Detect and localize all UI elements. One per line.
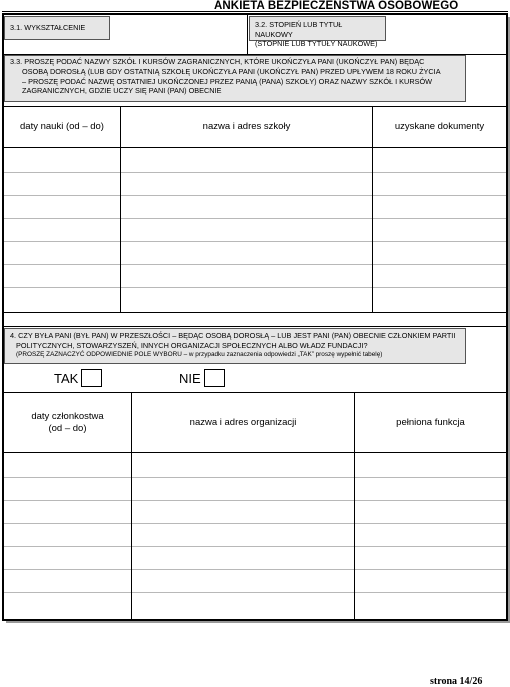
no-label: NIE: [179, 371, 201, 386]
membership-header-bottom: [2, 452, 508, 453]
table-row: [4, 592, 506, 593]
schools-header-bottom: [2, 147, 508, 148]
schools-col-name-header: nazwa i adres szkoły: [202, 121, 291, 132]
title-underline: [2, 11, 508, 12]
schools-col-divider-2: [372, 106, 373, 313]
schools-col-documents-header: uzyskane dokumenty: [394, 121, 485, 132]
yes-checkbox[interactable]: [81, 369, 102, 387]
membership-col-organization-header: nazwa i adres organizacji: [189, 416, 297, 428]
frame-shadow-bottom: [6, 621, 510, 623]
form-title: ANKIETA BEZPIECZEŃSTWA OSOBOWEGO: [214, 0, 459, 12]
section-3-3-line1: 3.3. PROSZĘ PODAĆ NAZWY SZKÓŁ I KURSÓW ZAGRANICZNYCH, KTÓRE UKOŃCZYŁA PANI (UKOŃCZYŁ PAN) BĘDĄC: [10, 57, 425, 66]
schools-table-bottom: [2, 312, 508, 313]
table-row: [4, 241, 506, 242]
section-3-3-line4: ZAGRANICZNYCH, GDZIE UCZY SIĘ PANI (PAN) OBECNIE: [22, 86, 222, 96]
schools-col-divider-1: [120, 106, 121, 313]
table-row: [4, 477, 506, 478]
table-row: [4, 195, 506, 196]
membership-table-body: [4, 454, 506, 620]
table-row: [4, 218, 506, 219]
section-3-1-box: [4, 16, 110, 40]
section-4-line2: POLITYCZNYCH, STOWARZYSZEŃ, INNYCH ORGANIZACJI SPOŁECZNYCH ALBO WŁADZ FUNDACJI?: [16, 340, 368, 350]
table-row: [4, 569, 506, 570]
page-number: strona 14/26: [430, 676, 483, 687]
schools-col-dates-header: daty nauki (od – do): [20, 121, 104, 132]
section-3-2-label-line1: 3.2. STOPIEŃ LUB TYTUŁ NAUKOWY: [255, 20, 343, 39]
table-row: [4, 500, 506, 501]
table-row: [4, 546, 506, 547]
membership-col-divider-1: [131, 392, 132, 621]
section-4-top: [2, 326, 508, 327]
membership-col-divider-2: [354, 392, 355, 621]
section-3-3-line3: – PROSZĘ PODAĆ NAZWĘ OSTATNIEJ UKOŃCZONEJ PRZEZ PANIĄ (PANA) SZKOŁY) ORAZ NAZWY SZKÓŁ I KURSÓW: [22, 76, 433, 86]
section-3-1-label: 3.1. WYKSZTAŁCENIE: [10, 23, 86, 33]
section-4-note: (PROSZĘ ZAZNACZYĆ ODPOWIEDNIE POLE WYBORU – w przypadku zaznaczenia odpowiedzi „TAK” proszę wypełnić tabelę): [16, 351, 383, 359]
section-4-box: [4, 328, 466, 364]
no-checkbox[interactable]: [204, 369, 225, 387]
section-3-2-box: [249, 16, 386, 48]
section-3-2-label-line2: (STOPNIE LUB TYTUŁY NAUKOWE): [255, 39, 378, 48]
section-3-3-line2: OSOBĄ DOROSŁĄ (LUB GDY OSTATNIĄ SZKOŁĘ UKOŃCZYŁA PANI (UKOŃCZYŁ PAN) PRZED UPŁYWEM 18 ROKU ŻYCIA: [22, 66, 441, 76]
table-row: [4, 264, 506, 265]
membership-col-dates-header: daty członkostwa (od – do): [31, 410, 104, 434]
membership-col-function-header: pełniona funkcja: [396, 416, 465, 428]
table-row: [4, 287, 506, 288]
divider-3-1-3-2: [247, 13, 248, 54]
schools-table-body: [4, 149, 506, 312]
table-row: [4, 172, 506, 173]
table-row: [4, 523, 506, 524]
yes-label: TAK: [54, 371, 79, 386]
section-4-line1: 4. CZY BYŁA PANI (BYŁ PAN) W PRZESZŁOŚCI – BĘDĄC OSOBĄ DOROSŁĄ – LUB JEST PANI (PAN) OBECNIE CZŁONKIEM PARTII: [10, 331, 456, 340]
section-3-3-box: [4, 55, 466, 102]
